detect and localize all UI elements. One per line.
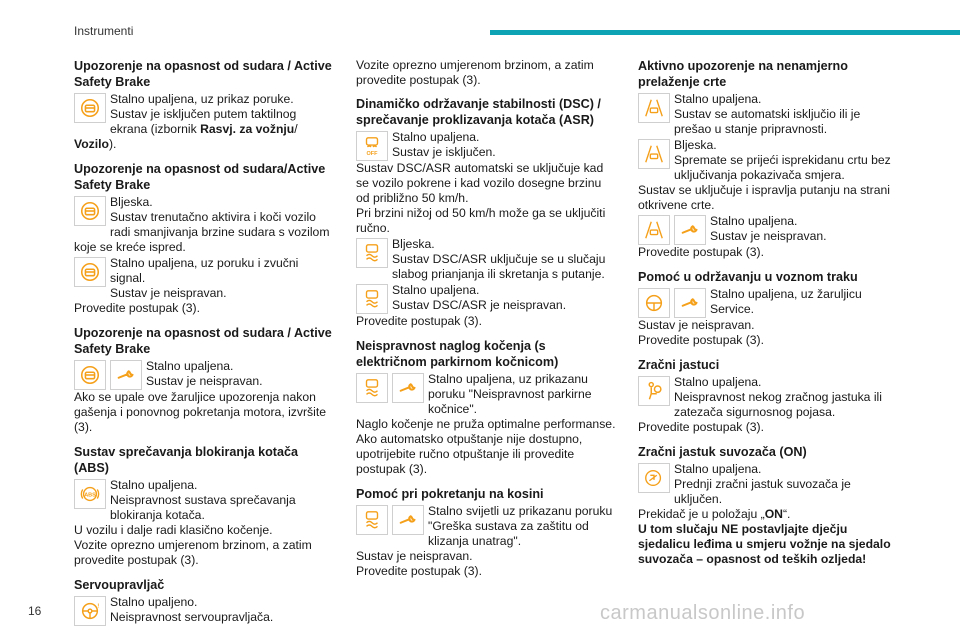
- item-text: Stalno upaljena.: [392, 283, 480, 297]
- item-text: Sustav je isključen putem taktilnog ekrana (izbornik Rasvj. za vožnju/ Vozilo).: [74, 107, 298, 151]
- item-text: Provedite postupak (3).: [638, 333, 765, 347]
- item-text: Stalno upaljena.: [674, 92, 762, 106]
- section-title: Servoupravljač: [74, 578, 165, 592]
- collision-warning-icon: [74, 93, 106, 123]
- section-title: Pomoć pri pokretanju na kosini: [356, 487, 544, 501]
- wrench-icon: [392, 505, 424, 535]
- section-title: Zračni jastuk suvozača (ON): [638, 445, 807, 459]
- warning-item: [638, 462, 900, 567]
- svg-text:OFF: OFF: [366, 151, 378, 157]
- wrench-icon: [392, 373, 424, 403]
- item-text: Sustav je neispravan.: [356, 549, 473, 563]
- item-text: Sustav se automatski isključio ili je prešao u stanje pripravnosti.: [674, 107, 861, 136]
- collision-warning-icon: [74, 360, 106, 390]
- section-title: Zračni jastuci: [638, 358, 720, 372]
- item-text: Sustav je neispravan.: [110, 286, 227, 300]
- item-text: U tom slučaju NE postavljajte dječju sjedalicu leđima u smjeru vožnje na sjedalo suvozača – opasnost od teških ozljeda!: [638, 522, 891, 566]
- section-title: Dinamičko održavanje stabilnosti (DSC) / sprečavanje proklizavanja kotača (ASR): [356, 97, 601, 127]
- steering-wheel-warning-icon: [74, 596, 106, 626]
- item-text: Stalno upaljena, uz poruku i zvučni signal.: [110, 256, 299, 285]
- wrench-icon: [110, 360, 142, 390]
- column-1: [74, 58, 336, 626]
- item-text: Stalno upaljeno.: [110, 595, 198, 609]
- warning-item: [638, 138, 900, 213]
- warning-item: [74, 359, 336, 435]
- item-text: Vozite oprezno umjerenom brzinom, a zatim provedite postupak (3).: [74, 538, 312, 567]
- item-text: Stalno upaljena.: [110, 478, 198, 492]
- passenger-airbag-on-icon: [638, 463, 670, 493]
- dsc-off-icon: [356, 131, 388, 161]
- collision-warning-icon: [74, 196, 106, 226]
- item-text: Naglo kočenje ne pruža optimalne performanse.: [356, 417, 616, 431]
- section-title: Neispravnost naglog kočenja (s električnom parkirnom kočnicom): [356, 339, 559, 369]
- section-title: Aktivno upozorenje na nenamjerno prelaženje crte: [638, 59, 848, 89]
- item-text: Pri brzini nižoj od 50 km/h može ga se uključiti ručno.: [356, 206, 606, 235]
- item-text: Stalno upaljena.: [674, 375, 762, 389]
- item-text: Ako se upale ove žaruljice upozorenja nakon gašenja i ponovnog pokretanja motora, izvršite (3).: [74, 390, 327, 434]
- abs-icon: [74, 479, 106, 509]
- item-text: Stalno upaljena, uz prikaz poruke.: [110, 92, 294, 106]
- lane-departure-icon: [638, 93, 670, 123]
- warning-item: [638, 375, 900, 435]
- item-text: Provedite postupak (3).: [356, 564, 483, 578]
- item-text: Sustav je neispravan.: [146, 374, 263, 388]
- item-text: Sustav je neispravan.: [638, 318, 755, 332]
- airbag-icon: [638, 376, 670, 406]
- item-text: Stalno upaljena, uz prikazanu poruku "Neispravnost parkirne kočnice".: [428, 372, 592, 416]
- column-3: [638, 58, 900, 568]
- dsc-icon: [356, 373, 388, 403]
- item-text: Sustav se uključuje i ispravlja putanju na strani otkrivene crte.: [638, 183, 891, 212]
- warning-item: [74, 195, 336, 255]
- item-text: Prekidač je u položaju „ON“.: [638, 507, 791, 521]
- warning-item: [638, 214, 900, 260]
- dsc-icon: [356, 284, 388, 314]
- dsc-icon: [356, 505, 388, 535]
- section-title: Upozorenje na opasnost od sudara/Active Safety Brake: [74, 162, 326, 192]
- item-text: Spremate se prijeći isprekidanu crtu bez uključivanja pokazivača smjera.: [674, 153, 891, 182]
- item-text: Provedite postupak (3).: [638, 420, 765, 434]
- item-text: Sustav je isključen.: [392, 145, 496, 159]
- item-text: Sustav DSC/ASR uključuje se u slučaju slabog prianjanja ili skretanja s putanje.: [392, 252, 606, 281]
- section-title: Pomoć u održavanju u voznom traku: [638, 270, 858, 284]
- wrench-icon: [674, 288, 706, 318]
- warning-item: [74, 92, 336, 152]
- item-text: Provedite postupak (3).: [74, 301, 201, 315]
- warning-item: [356, 130, 618, 236]
- item-text: Stalno upaljena.: [392, 130, 480, 144]
- lane-departure-icon: [638, 139, 670, 169]
- warning-item: [356, 504, 618, 579]
- warning-item: [356, 237, 618, 282]
- item-text: Prednji zračni jastuk suvozača je uključen.: [674, 477, 851, 506]
- svg-text:ABS: ABS: [84, 492, 96, 499]
- warning-item: [74, 256, 336, 316]
- item-text: Bljeska.: [392, 237, 435, 251]
- item-text: Bljeska.: [110, 195, 153, 209]
- item-text: Provedite postupak (3).: [356, 314, 483, 328]
- section-title: Upozorenje na opasnost od sudara / Active Safety Brake: [74, 326, 332, 356]
- watermark: carmanualsonline.info: [600, 602, 806, 624]
- warning-item: [74, 478, 336, 568]
- collision-warning-icon: [74, 257, 106, 287]
- item-text: Sustav trenutačno aktivira i koči vozilo radi smanjivanja brzine sudara s vozilom koje se kreće ispred.: [74, 210, 330, 254]
- column-2: [356, 58, 618, 580]
- item-text: Neispravnost servoupravljača.: [110, 610, 274, 624]
- svg-text:!: !: [97, 603, 100, 610]
- item-text: Stalno svijetli uz prikazanu poruku "Greška sustava za zaštitu od klizanja unatrag".: [428, 504, 613, 548]
- item-text: Neispravnost nekog zračnog jastuka ili zatezača sigurnosnog pojasa.: [674, 390, 882, 419]
- warning-item: [356, 283, 618, 329]
- item-text: Sustav je neispravan.: [710, 229, 827, 243]
- item-text: Provedite postupak (3).: [638, 245, 765, 259]
- page-number: 16: [28, 604, 42, 618]
- item-text: Stalno upaljena.: [674, 462, 762, 476]
- lane-keeping-icon: [638, 288, 670, 318]
- warning-item: [638, 92, 900, 137]
- item-text: Neispravnost sustava sprečavanja blokiranja kotača.: [110, 493, 296, 522]
- item-text: Sustav DSC/ASR je neispravan.: [392, 298, 567, 312]
- dsc-icon: [356, 238, 388, 268]
- section-title: Sustav sprečavanja blokiranja kotača (ABS): [74, 445, 299, 475]
- header-accent-bar: [490, 30, 960, 35]
- item-text: Vozite oprezno umjerenom brzinom, a zatim provedite postupak (3).: [356, 58, 594, 87]
- item-text: Stalno upaljena, uz žaruljicu Service.: [710, 287, 862, 316]
- section-title: Upozorenje na opasnost od sudara / Active Safety Brake: [74, 59, 332, 89]
- lane-departure-icon: [638, 215, 670, 245]
- warning-item: [74, 595, 336, 625]
- warning-item: [356, 372, 618, 477]
- item-text: Ako automatsko otpuštanje nije dostupno, upotrijebite ručno otpuštanje ili provedite postupak (3).: [356, 432, 583, 476]
- item-text: Stalno upaljena.: [146, 359, 234, 373]
- item-text: Bljeska.: [674, 138, 717, 152]
- item-text: U vozilu i dalje radi klasično kočenje.: [74, 523, 273, 537]
- warning-item: [638, 287, 900, 348]
- page-header-title: Instrumenti: [74, 24, 134, 38]
- wrench-icon: [674, 215, 706, 245]
- item-text: Stalno upaljena.: [710, 214, 798, 228]
- item-text: Sustav DSC/ASR automatski se uključuje kad se vozilo pokrene i kad vozilo dosegne brzinu od približno 50 km/h.: [356, 161, 604, 205]
